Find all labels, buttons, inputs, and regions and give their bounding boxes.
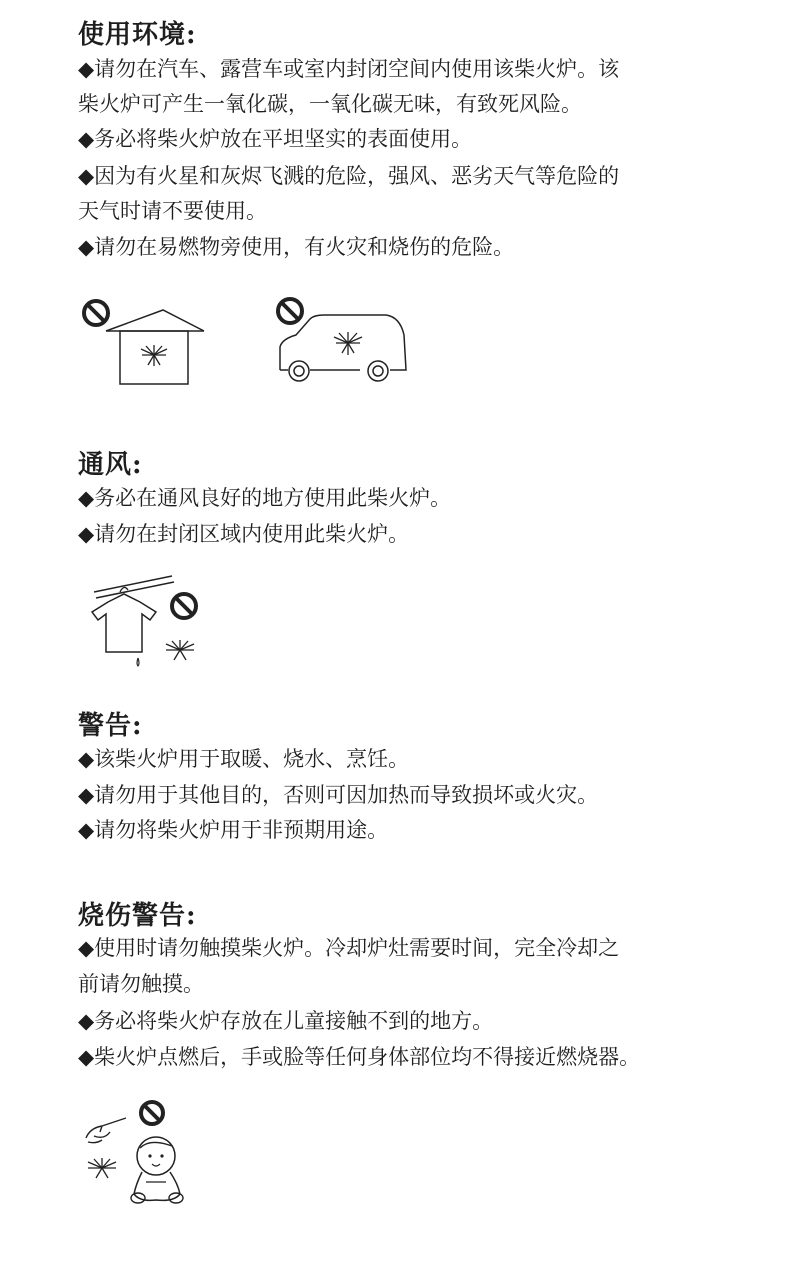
keep-away-from-children-icon — [80, 1098, 195, 1208]
section-heading-burn-warning: 烧伤警告: — [78, 901, 197, 931]
text-line: ◆因为有火星和灰烬飞溅的危险，强风、恶劣天气等危险的 — [78, 164, 620, 188]
section-heading-environment: 使用环境: — [78, 20, 197, 50]
text-line: ◆务必将柴火炉放在平坦坚实的表面使用。 — [78, 127, 473, 151]
text-line: ◆请勿用于其他目的，否则可因加热而导致损坏或火灾。 — [78, 783, 599, 807]
text-line: ◆请勿将柴火炉用于非预期用途。 — [78, 818, 389, 842]
text-line: ◆该柴火炉用于取暖、烧水、烹饪。 — [78, 747, 410, 771]
text-line: 柴火炉可产生一氧化碳，一氧化碳无味，有致死风险。 — [78, 92, 582, 116]
text-line: ◆请勿在汽车、露营车或室内封闭空间内使用该柴火炉。该 — [78, 57, 620, 81]
text-line: ◆使用时请勿触摸柴火炉。冷却炉灶需要时间，完全冷却之 — [78, 936, 620, 960]
no-use-indoors-icon — [78, 295, 213, 390]
text-line: ◆请勿在封闭区域内使用此柴火炉。 — [78, 522, 410, 546]
text-line: ◆请勿在易燃物旁使用，有火灾和烧伤的危险。 — [78, 235, 515, 259]
no-use-in-vehicle-icon — [274, 295, 414, 390]
text-line: ◆柴火炉点燃后，手或脸等任何身体部位均不得接近燃烧器。 — [78, 1045, 641, 1069]
text-line: ◆务必在通风良好的地方使用此柴火炉。 — [78, 486, 452, 510]
section-heading-warning: 警告: — [78, 711, 143, 741]
section-heading-ventilation: 通风: — [78, 450, 143, 480]
no-enclosed-drying-area-icon — [80, 570, 210, 670]
text-line: 天气时请不要使用。 — [78, 199, 267, 223]
text-line: 前请勿触摸。 — [78, 972, 204, 996]
text-line: ◆务必将柴火炉存放在儿童接触不到的地方。 — [78, 1009, 494, 1033]
